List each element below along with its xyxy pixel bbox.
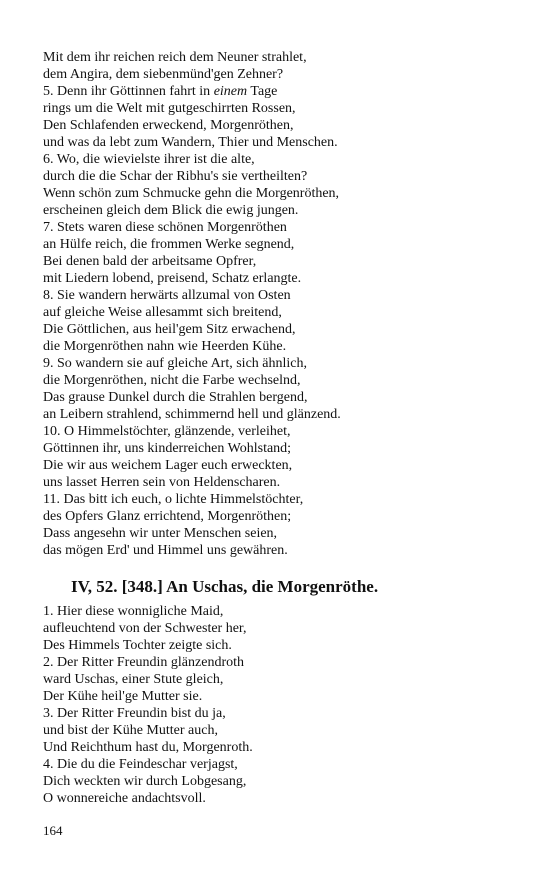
verse-line: Dich weckten wir durch Lobgesang, <box>43 774 247 789</box>
verse-line: Das grause Dunkel durch die Strahlen bergend, <box>43 390 308 405</box>
verse-line: O wonnereiche andachtsvoll. <box>43 791 206 806</box>
page-number: 164 <box>43 823 63 838</box>
verse-line: 10. O Himmelstöchter, glänzende, verleihet, <box>43 424 291 439</box>
verse-line <box>43 83 523 100</box>
verse-line: Die wir aus weichem Lager euch erweckten, <box>43 458 293 473</box>
verse-line: Der Kühe heil'ge Mutter sie. <box>43 689 203 704</box>
verse-line: Des Himmels Tochter zeigte sich. <box>43 638 232 653</box>
verse-line: an Hülfe reich, die frommen Werke segnend, <box>43 237 295 252</box>
verse-block-bottom <box>43 603 523 807</box>
verse-line: und was da lebt zum Wandern, Thier und Menschen. <box>43 135 338 150</box>
verse-line: 6. Wo, die wievielste ihrer ist die alte, <box>43 152 255 167</box>
verse-line: ward Uschas, einer Stute gleich, <box>43 672 224 687</box>
verse-line: aufleuchtend von der Schwester her, <box>43 621 247 636</box>
verse-line: dem Angira, dem siebenmünd'gen Zehner? <box>43 67 284 82</box>
verse-line: 8. Sie wandern herwärts allzumal von Osten <box>43 288 291 303</box>
verse-line: durch die die Schar der Ribhu's sie vertheilten? <box>43 169 308 184</box>
verse-line: und bist der Kühe Mutter auch, <box>43 723 218 738</box>
verse-line: die Morgenröthen, nicht die Farbe wechselnd, <box>43 373 301 388</box>
verse-line: Die Göttlichen, aus heil'gem Sitz erwachend, <box>43 322 296 337</box>
verse-line: des Opfers Glanz errichtend, Morgenröthen; <box>43 509 292 524</box>
verse-line-text: Tage <box>247 84 278 99</box>
verse-line: mit Liedern lobend, preisend, Schatz erlangte. <box>43 271 302 286</box>
verse-line-text: 5. Denn ihr Göttinnen fahrt in <box>43 84 214 99</box>
verse-line: Dass angesehn wir unter Menschen seien, <box>43 526 278 541</box>
verse-line: 1. Hier diese wonnigliche Maid, <box>43 604 224 619</box>
verse-line: auf gleiche Weise allesammt sich breitend, <box>43 305 282 320</box>
verse-line: 4. Die du die Feindeschar verjagst, <box>43 757 238 772</box>
verse-line: das mögen Erd' und Himmel uns gewähren. <box>43 543 288 558</box>
verse-line: rings um die Welt mit gutgeschirrten Rossen, <box>43 101 296 116</box>
verse-line: Mit dem ihr reichen reich dem Neuner strahlet, <box>43 50 307 65</box>
verse-line: Den Schlafenden erweckend, Morgenröthen, <box>43 118 294 133</box>
verse-line: Göttinnen ihr, uns kinderreichen Wohlstand; <box>43 441 292 456</box>
verse-line: 11. Das bitt ich euch, o lichte Himmelstöchter, <box>43 492 304 507</box>
verse-line: Und Reichthum hast du, Morgenroth. <box>43 740 253 755</box>
section-heading: IV, 52. [348.] An Uschas, die Morgenröthe. <box>71 577 379 596</box>
emphasized-word: einem <box>213 84 248 99</box>
verse-line: 3. Der Ritter Freundin bist du ja, <box>43 706 226 721</box>
verse-line: uns lasset Herren sein von Heldenscharen. <box>43 475 281 490</box>
verse-line: 7. Stets waren diese schönen Morgenröthen <box>43 220 287 235</box>
verse-line: Wenn schön zum Schmucke gehn die Morgenröthen, <box>43 186 340 201</box>
verse-line: die Morgenröthen nahn wie Heerden Kühe. <box>43 339 287 354</box>
verse-block-top <box>43 49 523 559</box>
verse-line: 2. Der Ritter Freundin glänzendroth <box>43 655 245 670</box>
verse-line: Bei denen bald der arbeitsame Opfrer, <box>43 254 257 269</box>
verse-line: 9. So wandern sie auf gleiche Art, sich ähnlich, <box>43 356 307 371</box>
verse-line: erscheinen gleich dem Blick die ewig jungen. <box>43 203 299 218</box>
verse-line: an Leibern strahlend, schimmernd hell und glänzend. <box>43 407 341 422</box>
